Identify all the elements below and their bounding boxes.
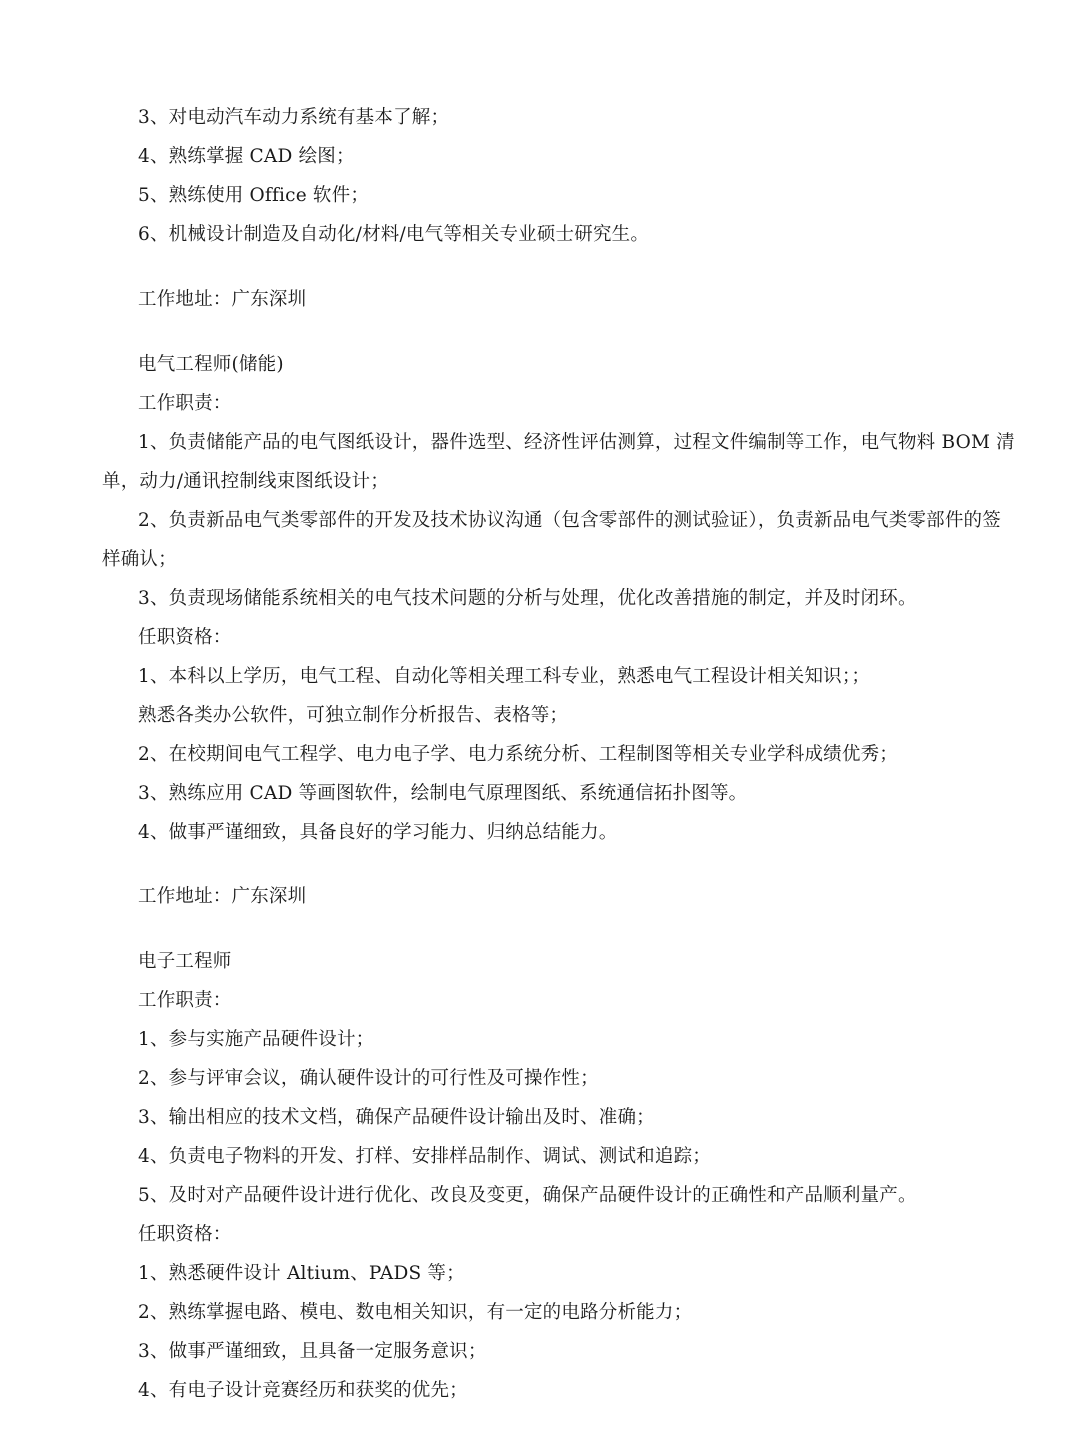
list-item: 6、机械设计制造及自动化/材料/电气等相关专业硕士研究生。 [138, 224, 650, 245]
duty-item: 4、负责电子物料的开发、打样、安排样品制作、调试、测试和追踪； [138, 1146, 711, 1167]
duty-item: 1、参与实施产品硬件设计； [138, 1029, 375, 1050]
duty-item: 3、负责现场储能系统相关的电气技术问题的分析与处理，优化改善措施的制定，并及时闭环。 [138, 588, 917, 609]
job-title: 电气工程师(储能) [138, 354, 284, 375]
duties-heading: 工作职责： [138, 990, 232, 1011]
requirement-item: 熟悉各类办公软件，可独立制作分析报告、表格等； [138, 705, 569, 726]
requirement-item: 1、本科以上学历，电气工程、自动化等相关理工科专业，熟悉电气工程设计相关知识；； [138, 666, 871, 687]
requirement-item: 2、熟练掌握电路、模电、数电相关知识，有一定的电路分析能力； [138, 1302, 693, 1323]
requirements-heading: 任职资格： [138, 1224, 232, 1245]
duty-item-continuation: 单，动力/通讯控制线束图纸设计； [102, 471, 389, 492]
duty-item: 5、及时对产品硬件设计进行优化、改良及变更，确保产品硬件设计的正确性和产品顺利量产。 [138, 1185, 917, 1206]
duty-item: 3、输出相应的技术文档，确保产品硬件设计输出及时、准确； [138, 1107, 655, 1128]
job-title: 电子工程师 [138, 951, 232, 972]
requirement-item: 1、熟悉硬件设计 Altium、PADS 等； [138, 1263, 465, 1284]
work-address: 工作地址：广东深圳 [138, 886, 307, 907]
requirement-item: 2、在校期间电气工程学、电力电子学、电力系统分析、工程制图等相关专业学科成绩优秀； [138, 744, 898, 765]
requirements-heading: 任职资格： [138, 627, 232, 648]
list-item: 4、熟练掌握 CAD 绘图； [138, 146, 355, 167]
list-item: 3、对电动汽车动力系统有基本了解； [138, 107, 450, 128]
work-address: 工作地址：广东深圳 [138, 289, 307, 310]
list-item: 5、熟练使用 Office 软件； [138, 185, 370, 206]
duty-item: 2、负责新品电气类零部件的开发及技术协议沟通（包含零部件的测试验证），负责新品电气类零部件的签 [138, 510, 1001, 531]
requirement-item: 3、熟练应用 CAD 等画图软件，绘制电气原理图纸、系统通信拓扑图等。 [138, 783, 748, 804]
requirement-item: 4、做事严谨细致，具备良好的学习能力、归纳总结能力。 [138, 822, 618, 843]
requirement-item: 4、有电子设计竞赛经历和获奖的优先； [138, 1380, 468, 1401]
duty-item: 2、参与评审会议，确认硬件设计的可行性及可操作性； [138, 1068, 599, 1089]
duty-item: 1、负责储能产品的电气图纸设计，器件选型、经济性评估测算，过程文件编制等工作，电气物料 BOM 清 [138, 432, 1015, 453]
requirement-item: 3、做事严谨细致，且具备一定服务意识； [138, 1341, 487, 1362]
duties-heading: 工作职责： [138, 393, 232, 414]
duty-item-continuation: 样确认； [102, 549, 177, 570]
